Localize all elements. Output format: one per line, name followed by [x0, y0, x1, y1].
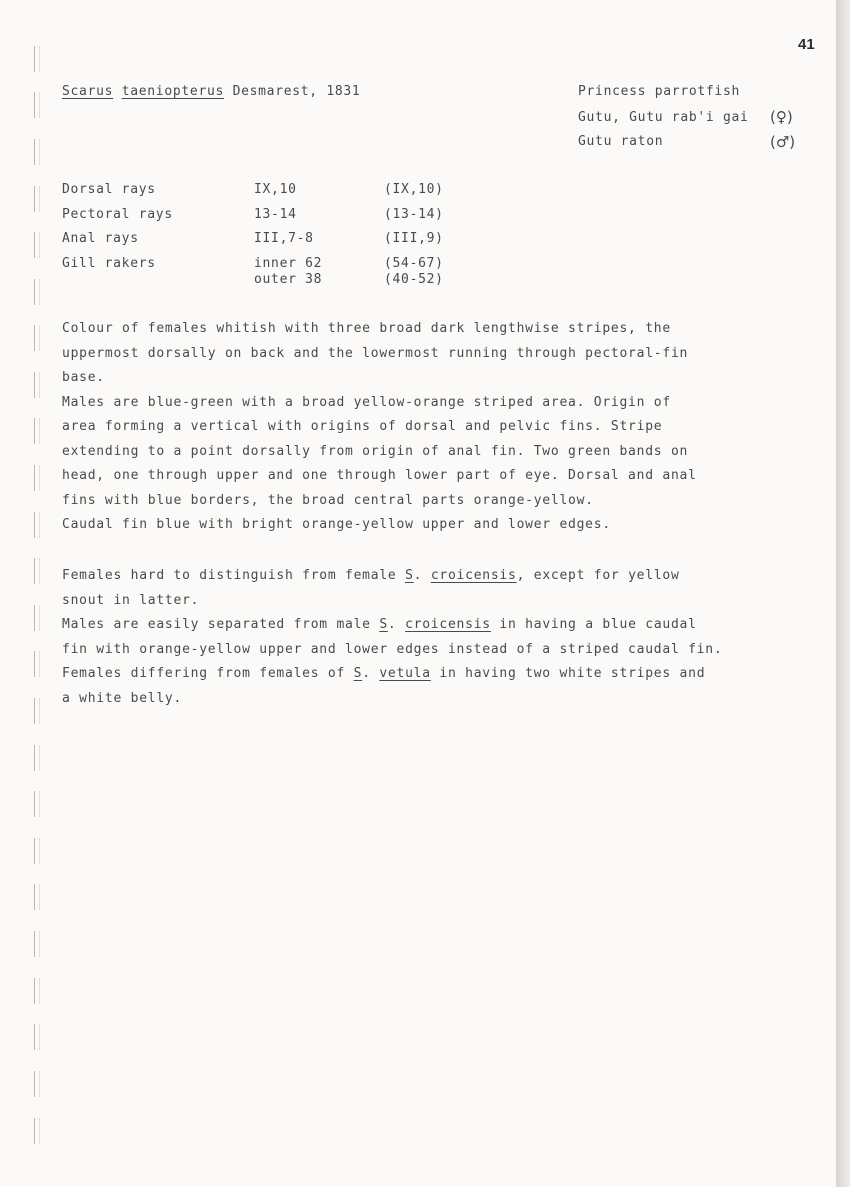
count-value: inner 62 — [254, 256, 323, 271]
male-symbol: (♂) — [770, 133, 796, 151]
binding-hole — [34, 139, 42, 165]
text-line: fins with blue borders, the broad central parts orange-yellow. — [62, 492, 594, 508]
count-label: Gill rakers — [62, 256, 156, 271]
binding-hole — [34, 745, 42, 771]
binding-hole — [34, 465, 42, 491]
count-label: Dorsal rays — [62, 182, 156, 197]
count-value: 13-14 — [254, 207, 297, 222]
species-title — [62, 84, 360, 99]
count-range: (III,9) — [384, 231, 444, 246]
description-paragraph — [62, 317, 697, 538]
binding-hole — [34, 92, 42, 118]
count-value: III,7-8 — [254, 231, 314, 246]
binding-hole — [34, 838, 42, 864]
binding-hole — [34, 978, 42, 1004]
binding-hole — [34, 931, 42, 957]
binding-hole — [34, 512, 42, 538]
species-name: croicensis — [405, 617, 491, 632]
local-name-male: Gutu raton — [578, 134, 664, 149]
count-range: (IX,10) — [384, 182, 444, 197]
binding-hole — [34, 1071, 42, 1097]
text-line: Females differing from females of S. vetula in having two white stripes and — [62, 666, 706, 681]
binding-hole — [34, 1118, 42, 1144]
count-value: IX,10 — [254, 182, 297, 197]
text-line: uppermost dorsally on back and the lowermost running through pectoral-fin — [62, 345, 689, 361]
binding-hole — [34, 605, 42, 631]
text-line: Colour of females whitish with three broad dark lengthwise stripes, the — [62, 321, 671, 336]
text-line: a white belly. — [62, 690, 183, 706]
text-line: extending to a point dorsally from origin of anal fin. Two green bands on — [62, 443, 689, 459]
page-edge — [836, 0, 850, 1187]
count-range: (40-52) — [384, 272, 444, 287]
count-range: (13-14) — [384, 207, 444, 222]
genus-abbrev: S — [379, 617, 388, 632]
text-line: Caudal fin blue with bright orange-yellow upper and lower edges. — [62, 517, 611, 532]
text-line: fin with orange-yellow upper and lower edges instead of a striped caudal fin. — [62, 641, 723, 657]
comparison-paragraph — [62, 564, 722, 711]
species-name: vetula — [379, 666, 431, 681]
binding-hole — [34, 325, 42, 351]
text-line: head, one through upper and one through lower part of eye. Dorsal and anal — [62, 468, 697, 483]
binding-hole — [34, 186, 42, 212]
binding-hole — [34, 884, 42, 910]
genus-abbrev: S — [353, 666, 363, 681]
genus-abbrev: S — [405, 568, 414, 583]
binding-hole — [34, 279, 42, 305]
genus-name: Scarus — [62, 84, 114, 99]
local-name-female: Gutu, Gutu rab'i gai — [578, 110, 749, 125]
count-label: Pectoral rays — [62, 207, 173, 222]
text-line: Males are easily separated from male S. croicensis in having a blue caudal — [62, 617, 697, 632]
count-range: (54-67) — [384, 256, 444, 271]
binding-hole — [34, 232, 42, 258]
common-name: Princess parrotfish — [578, 84, 741, 99]
text-line: base. — [62, 370, 105, 385]
text-line: Females hard to distinguish from female S. croicensis, except for yellow — [62, 568, 680, 583]
binding-hole — [34, 698, 42, 724]
text-line: Males are blue-green with a broad yellow-orange striped area. Origin of — [62, 394, 671, 410]
binding-hole — [34, 651, 42, 677]
species-author: Desmarest, 1831 — [232, 84, 361, 99]
count-value: outer 38 — [254, 272, 323, 287]
binding-hole — [34, 372, 42, 398]
species-name: taeniopterus — [121, 84, 225, 99]
binding-hole — [34, 46, 42, 72]
count-label: Anal rays — [62, 231, 139, 246]
text-line: snout in latter. — [62, 592, 200, 608]
binding-hole — [34, 1024, 42, 1050]
binding-hole — [34, 418, 42, 444]
binding-hole — [34, 791, 42, 817]
female-symbol: (♀) — [770, 108, 793, 126]
page-number: 41 — [798, 36, 815, 53]
species-name: croicensis — [430, 568, 517, 583]
binding-hole — [34, 558, 42, 584]
text-line: area forming a vertical with origins of dorsal and pelvic fins. Stripe — [62, 419, 663, 434]
